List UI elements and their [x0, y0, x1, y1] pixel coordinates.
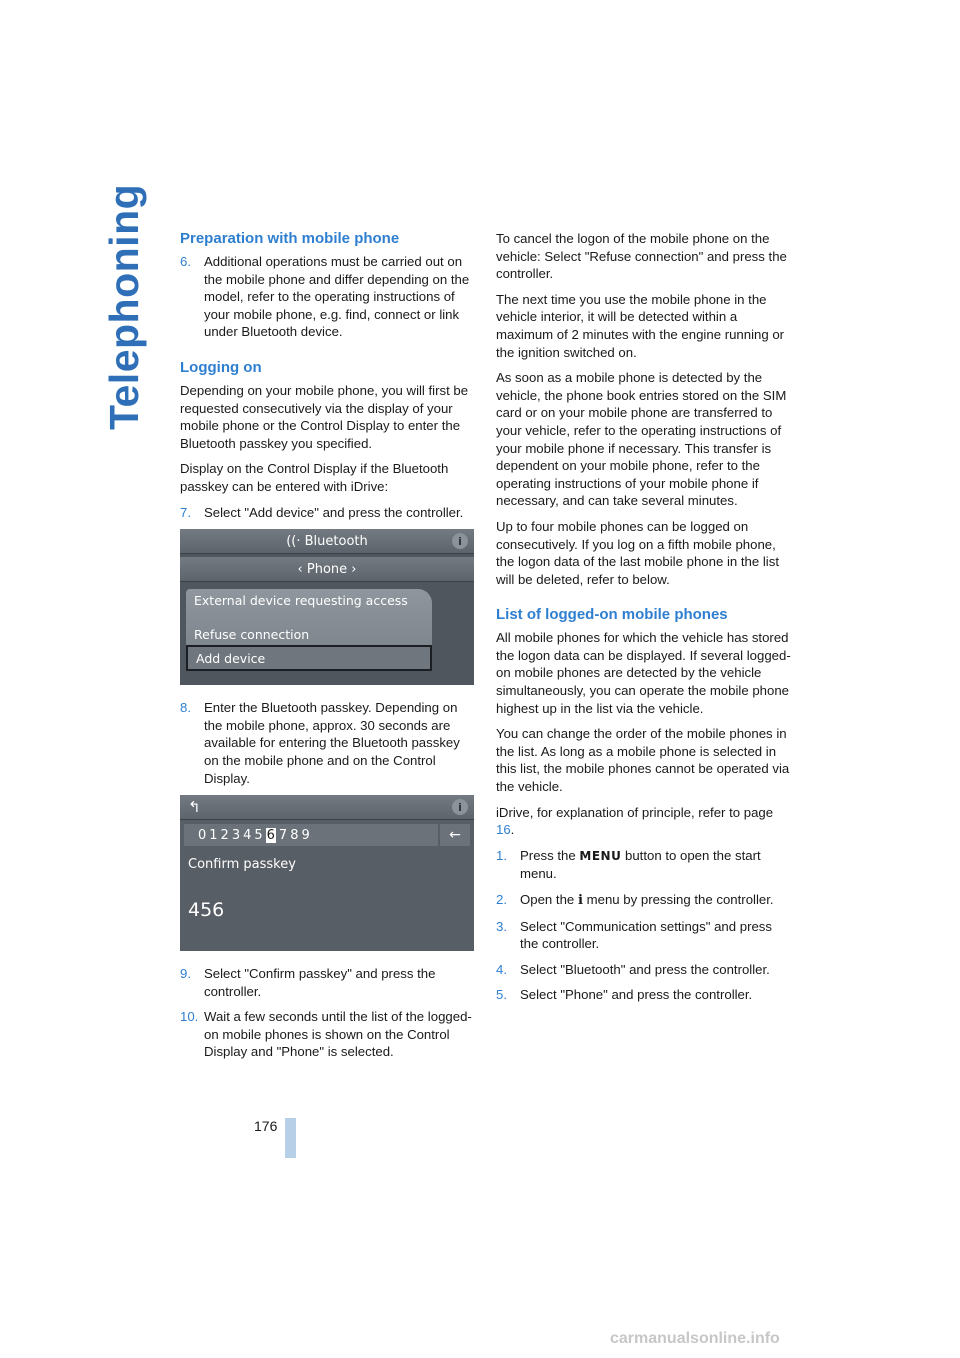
page-number: 176	[254, 1118, 278, 1134]
bluetooth-screen-illustration	[180, 529, 474, 685]
right-column	[496, 230, 792, 1012]
chapter-title-vertical	[101, 183, 152, 430]
period: .	[510, 822, 515, 838]
step-text-pre: Open the	[520, 892, 575, 907]
step-number: 6.	[180, 254, 191, 269]
step-text-pre: Press the	[520, 847, 576, 863]
paragraph-four-phones: Up to four mobile phones can be logged on consecutively. If you log on a fifth mobile phone, the logon data of the last mobile phone in the list will be deleted, refer to below.	[496, 518, 779, 587]
phone-sub-bar	[180, 557, 474, 582]
heading-logging-on: Logging on	[180, 358, 262, 376]
info-icon: i	[452, 799, 468, 815]
heading-logged-on-list: List of logged-on mobile phones	[496, 606, 728, 624]
back-icon: ↰	[188, 798, 201, 817]
step-number: 2.	[496, 892, 507, 907]
paragraph-list: All mobile phones for which the vehicle has stored the logon data can be displayed. If several logged-on mobile phones are detected by the vehicle simultaneously, you can operate the mobile phone highest up in the list via the vehicle.	[496, 630, 791, 716]
info-icon: i	[452, 533, 468, 549]
step-2	[496, 891, 792, 910]
digits-after: 789	[278, 827, 313, 843]
bluetooth-title-bar	[180, 529, 474, 554]
menu-button-icon: MENU	[579, 848, 622, 863]
passkey-screen-illustration	[180, 795, 474, 951]
step-text: Select "Communication settings" and press the controller.	[520, 918, 772, 952]
paragraph: Depending on your mobile phone, you will first be requested consecutively via the display of your mobile phone or the Control Display to enter the Bluetooth passkey you specified.	[180, 382, 469, 451]
step-number: 3.	[496, 918, 507, 934]
step-9	[180, 965, 476, 1000]
step-10	[180, 1008, 476, 1061]
step-4	[496, 961, 792, 979]
step-number: 5.	[496, 987, 507, 1003]
confirm-passkey-label: Confirm passkey	[188, 857, 296, 873]
paragraph: Display on the Control Display if the Bluetooth passkey can be entered with iDrive:	[180, 461, 449, 494]
step-number: 4.	[496, 961, 507, 977]
menu-item-external-device	[186, 589, 432, 611]
footer-watermark: carmanualsonline.info	[610, 1330, 780, 1347]
step-text: Additional operations must be carried out on the mobile phone and differ depending on the model, refer to the operating instructions of your mobile phone, e.g. find, connect or link under Bluetooth device.	[204, 254, 470, 340]
page-marker-bar	[285, 1118, 296, 1158]
step-text: Wait a few seconds until the list of the logged-on mobile phones is shown on the Control Display and "Phone" is selected.	[204, 1009, 472, 1060]
menu-item-label: Add device	[196, 650, 266, 666]
bluetooth-title: ((· Bluetooth	[286, 533, 368, 549]
passkey-value: 456	[188, 899, 225, 922]
digits-before: 012345	[198, 827, 266, 843]
paragraph-order: You can change the order of the mobile phones in the list. As long as a mobile phone is selected in this list, the mobile phones cannot be operated via the vehicle.	[496, 726, 790, 795]
step-5	[496, 986, 792, 1004]
idrive-text: iDrive, for explanation of principle, refer to page	[496, 804, 774, 820]
step-7	[180, 504, 476, 522]
paragraph-detected: As soon as a mobile phone is detected by the vehicle, the phone book entries stored on the SIM card or on your mobile phone are transferred to your vehicle, refer to the operating instructions of your mobile phone if necessary. This transfer is dependent on your mobile phone, refer to the operating instructions of your mobile phone if necessary, and can take several minutes.	[496, 370, 787, 509]
step-number: 9.	[180, 966, 191, 982]
step-text: Select "Confirm passkey" and press the controller.	[204, 966, 436, 999]
left-column	[180, 230, 476, 1069]
chapter-title: Telephoning	[101, 183, 147, 430]
step-text: Select "Phone" and press the controller.	[520, 987, 753, 1003]
phone-tab-label: ‹ Phone ›	[297, 561, 357, 577]
step-3	[496, 918, 792, 953]
bluetooth-menu	[186, 589, 432, 671]
passkey-title-bar	[180, 795, 474, 820]
menu-item-label: Refuse connection	[194, 626, 310, 642]
passkey-digit-speller	[184, 824, 438, 846]
step-text-post: button to open the start menu.	[520, 847, 761, 882]
menu-item-add-device	[186, 645, 432, 671]
paragraph-next-time: The next time you use the mobile phone in the vehicle interior, it will be detected within a maximum of 2 minutes with the engine running or the ignition switched on.	[496, 291, 785, 360]
page-reference-link[interactable]: 16	[496, 822, 511, 838]
heading-preparation: Preparation with mobile phone	[180, 230, 400, 247]
info-menu-icon: i	[577, 893, 583, 908]
step-text: Select "Bluetooth" and press the controller.	[520, 961, 770, 977]
menu-item-refuse-connection	[186, 623, 432, 645]
step-number: 7.	[180, 504, 191, 520]
step-6	[180, 253, 476, 341]
step-text-post: menu by pressing the controller.	[586, 892, 774, 907]
step-text: Enter the Bluetooth passkey. Depending on the mobile phone, approx. 30 seconds are available for entering the Bluetooth passkey on the mobile phone and on the Control Display.	[204, 700, 460, 786]
step-8	[180, 699, 476, 787]
paragraph-cancel: To cancel the logon of the mobile phone on the vehicle: Select "Refuse connection" and press the controller.	[496, 231, 787, 282]
delete-icon: ←	[440, 824, 470, 846]
paragraph-idrive	[496, 804, 792, 839]
step-number: 1.	[496, 847, 507, 863]
step-number: 8.	[180, 700, 191, 716]
step-number: 10.	[180, 1009, 199, 1025]
step-text: Select "Add device" and press the controller.	[204, 504, 464, 520]
digit-selected: 6	[266, 827, 275, 843]
menu-item-label: External device requesting access	[194, 592, 408, 608]
step-1	[496, 847, 792, 883]
